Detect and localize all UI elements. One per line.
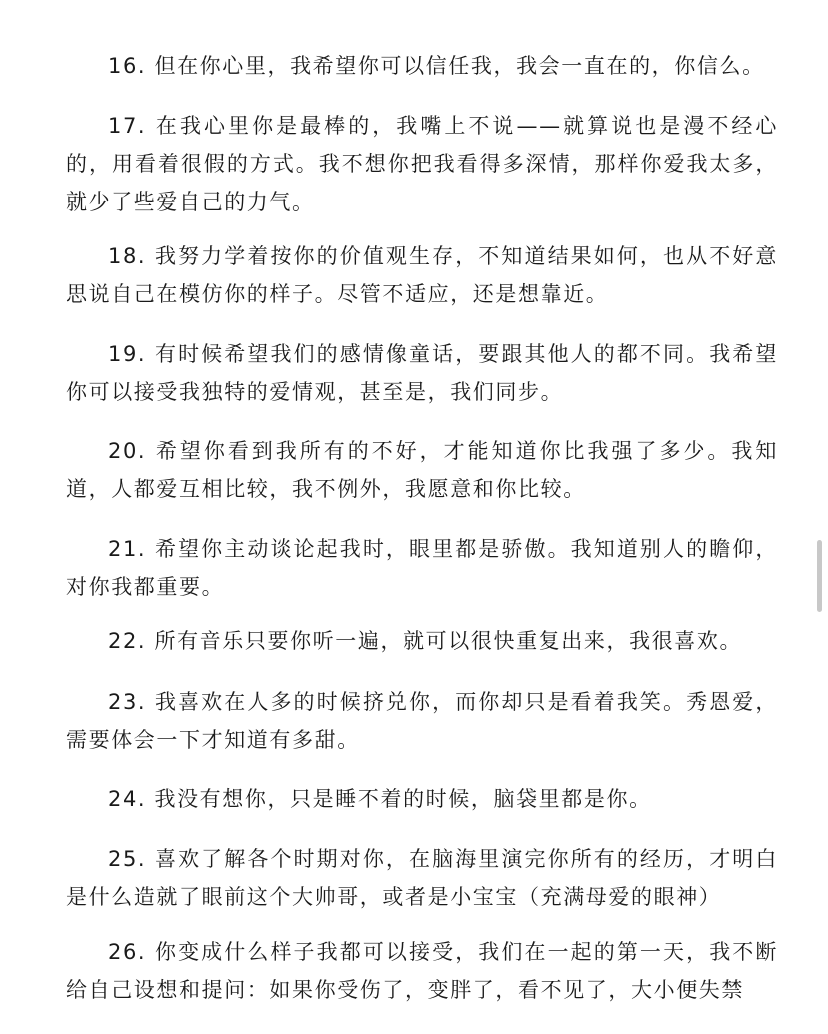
paragraph-number: 23. — [108, 690, 147, 714]
paragraph-18 — [66, 237, 778, 313]
paragraph-21 — [66, 530, 778, 606]
paragraph-number: 26. — [108, 940, 147, 964]
paragraph-text: 在我心里你是最棒的，我嘴上不说——就算说也是漫不经心的，用看着很假的方式。我不想你把我看得多深情，那样你爱我太多，就少了些爱自己的力气。 — [66, 114, 778, 214]
paragraph-text: 你变成什么样子我都可以接受，我们在一起的第一天，我不断给自己设想和提问：如果你受伤了，变胖了，看不见了，大小便失禁 — [66, 940, 779, 1002]
paragraph-text: 我努力学着按你的价值观生存，不知道结果如何，也从不好意思说自己在模仿你的样子。尽管不适应，还是想靠近。 — [66, 244, 779, 306]
paragraph-20 — [66, 432, 778, 508]
paragraph-text: 我喜欢在人多的时候挤兑你，而你却只是看着我笑。秀恩爱，需要体会一下才知道有多甜。 — [66, 690, 779, 752]
paragraph-text: 喜欢了解各个时期对你，在脑海里演完你所有的经历，才明白是什么造就了眼前这个大帅哥，或者是小宝宝（充满母爱的眼神） — [66, 847, 779, 909]
paragraph-number: 18. — [108, 244, 147, 268]
paragraph-text: 希望你主动谈论起我时，眼里都是骄傲。我知道别人的瞻仰，对你我都重要。 — [66, 537, 779, 599]
scrollbar-thumb[interactable] — [817, 540, 822, 612]
paragraph-26 — [66, 933, 778, 1009]
paragraph-number: 19. — [108, 342, 147, 366]
paragraph-number: 22. — [108, 629, 147, 653]
paragraph-text: 但在你心里，我希望你可以信任我，我会一直在的，你信么。 — [154, 54, 765, 78]
paragraph-25 — [66, 840, 778, 916]
paragraph-number: 21. — [108, 537, 147, 561]
paragraph-text: 有时候希望我们的感情像童话，要跟其他人的都不同。我希望你可以接受我独特的爱情观，甚至是，我们同步。 — [66, 342, 779, 404]
paragraph-number: 17. — [108, 114, 147, 138]
paragraph-text: 希望你看到我所有的不好，才能知道你比我强了多少。我知道，人都爱互相比较，我不例外，我愿意和你比较。 — [66, 439, 778, 501]
paragraph-number: 20. — [108, 439, 147, 463]
paragraph-17 — [66, 107, 778, 221]
paragraph-number: 16. — [108, 54, 147, 78]
paragraph-24 — [66, 780, 778, 818]
paragraph-number: 24. — [108, 787, 147, 811]
paragraph-text: 所有音乐只要你听一遍，就可以很快重复出来，我很喜欢。 — [154, 629, 743, 653]
paragraph-19 — [66, 335, 778, 411]
paragraph-16 — [66, 47, 778, 85]
paragraph-23 — [66, 683, 778, 759]
paragraph-text: 我没有想你，只是睡不着的时候，脑袋里都是你。 — [154, 787, 652, 811]
paragraph-number: 25. — [108, 847, 147, 871]
paragraph-22 — [66, 622, 778, 660]
